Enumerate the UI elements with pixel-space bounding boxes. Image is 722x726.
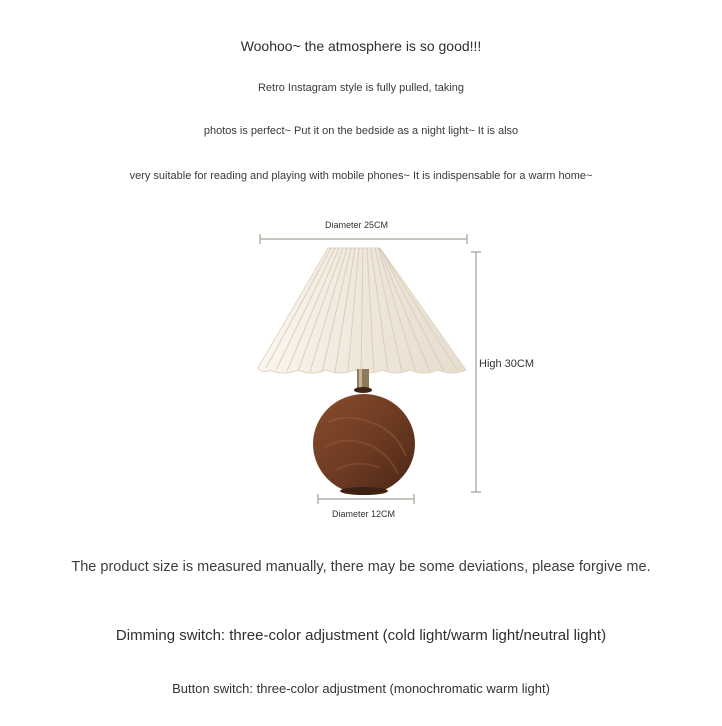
base-diameter-line: [318, 494, 414, 504]
intro-line-3: very suitable for reading and playing with mobile phones~ It is indispensable for a warm home~: [129, 170, 593, 182]
shade-diameter-line: [260, 234, 467, 244]
intro-line-2: photos is perfect~ Put it on the bedside as a night light~ It is also: [203, 125, 519, 137]
base-diameter-label: Diameter 12CM: [332, 509, 396, 519]
height-line: [471, 252, 481, 492]
height-label: High 30CM: [479, 358, 535, 370]
intro-line-1: Retro Instagram style is fully pulled, taking: [257, 82, 465, 94]
headline: Woohoo~ the atmosphere is so good!!!: [240, 38, 482, 54]
lamp-dimension-figure: [240, 212, 560, 524]
size-notice: The product size is measured manually, there may be some deviations, please forgive me.: [71, 559, 651, 575]
lamp-base: [313, 394, 415, 495]
button-switch-option: Button switch: three-color adjustment (monochromatic warm light): [172, 681, 550, 696]
lamp-shade: [258, 248, 466, 373]
dimming-switch-option: Dimming switch: three-color adjustment (cold light/warm light/neutral light): [115, 627, 607, 644]
shade-diameter-label: Diameter 25CM: [325, 220, 389, 230]
